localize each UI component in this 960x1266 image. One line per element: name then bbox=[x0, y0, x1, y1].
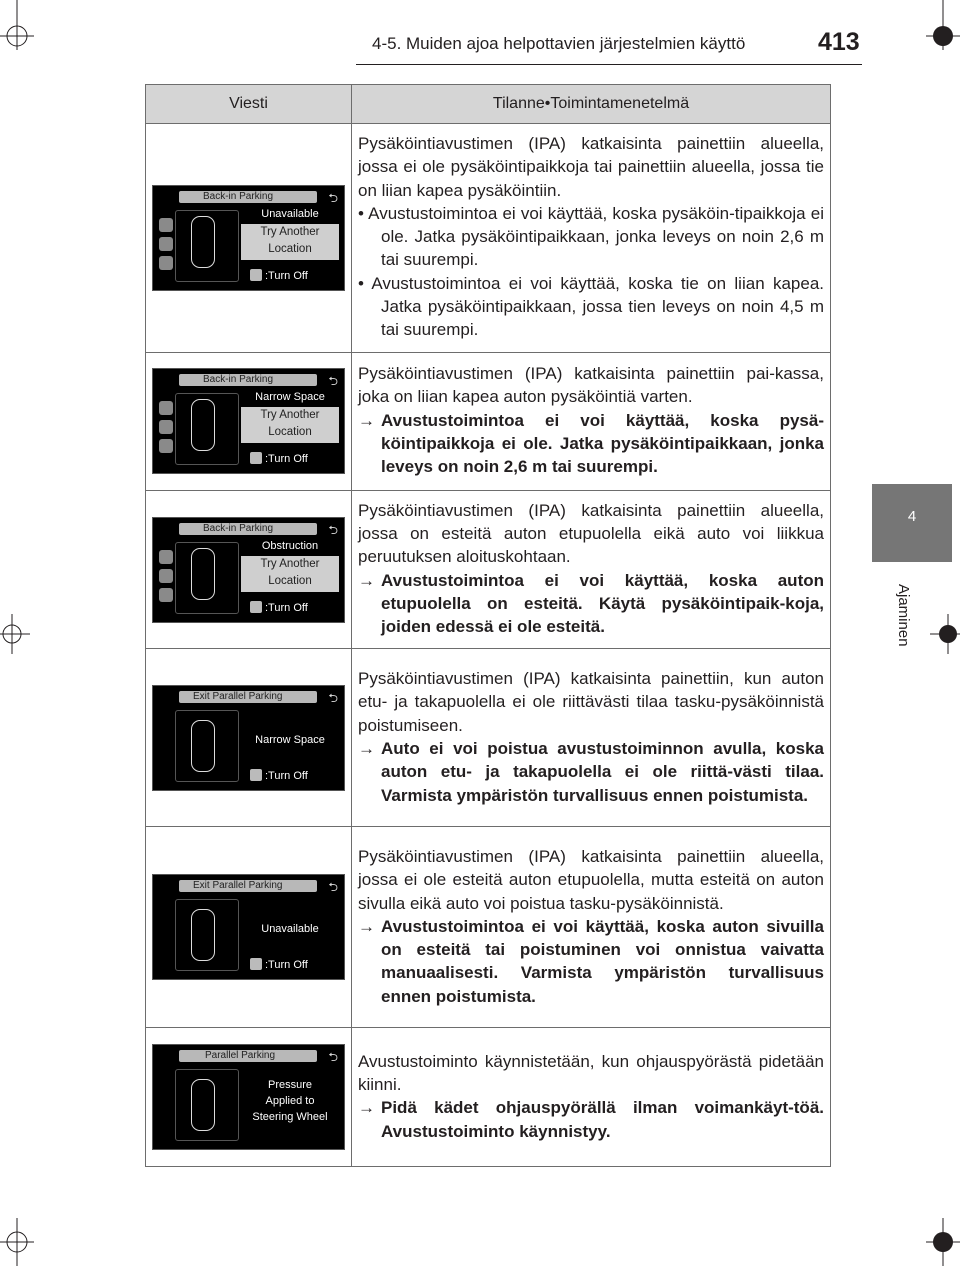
button-label-line: Location bbox=[268, 242, 312, 255]
page-number: 413 bbox=[818, 28, 860, 56]
parking-slot-icon bbox=[159, 237, 173, 251]
message-cell bbox=[146, 1028, 352, 1167]
message-cell bbox=[146, 124, 352, 353]
crop-mark-top-left bbox=[0, 0, 40, 70]
header-divider bbox=[356, 64, 862, 65]
parking-slot-icon bbox=[159, 569, 173, 583]
bullet-item: • Avustustoimintoa ei voi käyttää, koska pysäköin-tipaikkoja ei ole. Jatka pysäköintipaikkaan, jonka leveys on noin 2,6 m tai suurempi. bbox=[358, 203, 824, 270]
action-text: Avustustoimintoa ei voi käyttää, koska auton etupuolella on esteitä. Käytä pysäköintipaik-koja, joiden edessä ei ole esteitä. bbox=[381, 570, 824, 637]
situation-cell bbox=[352, 124, 831, 353]
return-icon: ⮌ bbox=[328, 374, 338, 389]
button-label-line: Try Another bbox=[260, 225, 320, 238]
table-row bbox=[146, 1028, 831, 1167]
bullet-item: • Avustustoimintoa ei voi käyttää, koska tie on liian kapea. Jatka pysäköintipaikkaan, jossa tien leveys on noin 4,5 m tai suurempi. bbox=[358, 273, 824, 340]
crop-mark-mid-right bbox=[930, 614, 960, 664]
situation-description: Pysäköintiavustimen (IPA) katkaisinta painettiin alueella, jossa on esteitä auton etupuolella eikä auto voi liikkua peruutuksen aloituskohtaan. bbox=[358, 500, 824, 567]
arrow-icon: → bbox=[358, 738, 375, 758]
screen-title-bar: Back-in Parking bbox=[179, 523, 317, 535]
parking-slot-icon bbox=[159, 256, 173, 270]
situation-description: Pysäköintiavustimen (IPA) katkaisinta painettiin, kun auton etu- ja takapuolella ei ole riittävästi tilaa tasku-pysäköinnistä poistumiseen. bbox=[358, 669, 824, 735]
return-icon: ⮌ bbox=[328, 880, 338, 895]
parking-slot-icon bbox=[159, 588, 173, 602]
message-cell bbox=[146, 827, 352, 1028]
status-text: Obstruction bbox=[261, 539, 319, 552]
parking-slot-icon bbox=[159, 401, 173, 415]
try-another-location-button bbox=[241, 556, 339, 592]
action-item bbox=[358, 409, 824, 479]
table-row bbox=[146, 352, 831, 490]
screen-title-bar: Exit Parallel Parking bbox=[179, 691, 317, 703]
situation-description: Avustustoiminto käynnistetään, kun ohjauspyörästä pidetään kiinni. bbox=[358, 1051, 824, 1095]
turn-off-label: :Turn Off bbox=[265, 269, 308, 282]
status-text: Narrow Space bbox=[255, 733, 325, 746]
status-text: Unavailable bbox=[261, 207, 319, 220]
table-header-row bbox=[146, 85, 831, 124]
parking-slot-icon bbox=[159, 550, 173, 564]
display-screen bbox=[152, 874, 345, 980]
status-text: Narrow Space bbox=[255, 391, 325, 404]
section-title: 4-5. Muiden ajoa helpottavien järjestelmien käyttö bbox=[372, 34, 746, 53]
button-label-line: Try Another bbox=[260, 557, 320, 570]
screen-title-bar: Exit Parallel Parking bbox=[179, 880, 317, 892]
turn-off-hint bbox=[250, 769, 308, 782]
action-text: Avustustoimintoa ei voi käyttää, koska pysä-köintipaikkoja ei ole. Jatka pysäköintipaikkaan, jonka leveys on noin 2,6 m tai suurempi. bbox=[381, 410, 824, 477]
car-icon bbox=[191, 216, 215, 268]
turn-off-label: :Turn Off bbox=[265, 959, 308, 972]
situation-description: Pysäköintiavustimen (IPA) katkaisinta painettiin pai-kassa, joka on liian kapea auton pysäköintiä varten. bbox=[358, 363, 824, 407]
return-icon: ⮌ bbox=[328, 522, 338, 537]
situation-cell bbox=[352, 1028, 831, 1167]
situation-cell bbox=[352, 649, 831, 827]
status-text: Applied to bbox=[265, 1095, 315, 1108]
table-row bbox=[146, 649, 831, 827]
turn-off-hint bbox=[250, 601, 308, 614]
arrow-icon: → bbox=[358, 1098, 375, 1118]
display-screen bbox=[152, 685, 345, 791]
parking-slot-icon bbox=[159, 420, 173, 434]
screen-title-bar: Back-in Parking bbox=[179, 191, 317, 203]
table-row bbox=[146, 827, 831, 1028]
status-text: Pressure bbox=[267, 1079, 313, 1092]
message-cell bbox=[146, 490, 352, 649]
ipa-switch-icon bbox=[250, 452, 262, 464]
column-header-message: Viesti bbox=[146, 85, 352, 124]
table-row bbox=[146, 490, 831, 649]
screen-title-bar: Parallel Parking bbox=[179, 1050, 317, 1062]
car-icon bbox=[191, 1079, 215, 1131]
car-icon bbox=[191, 720, 215, 772]
crop-mark-top-right bbox=[926, 0, 960, 70]
action-item bbox=[358, 737, 824, 807]
ipa-switch-icon bbox=[250, 769, 262, 781]
turn-off-label: :Turn Off bbox=[265, 453, 308, 466]
crop-mark-bottom-left bbox=[0, 1206, 40, 1266]
message-cell bbox=[146, 649, 352, 827]
situation-cell bbox=[352, 490, 831, 649]
situation-description: Pysäköintiavustimen (IPA) katkaisinta painettiin alueella, jossa ei ole pysäköintipaikkoja tai painettiin alueella, jossa tie on liian kapea pysäköintiin. bbox=[358, 134, 824, 200]
try-another-location-button bbox=[241, 407, 339, 443]
parking-slot-icon bbox=[159, 218, 173, 232]
crop-mark-mid-left bbox=[0, 614, 30, 664]
status-text: Steering Wheel bbox=[252, 1111, 328, 1124]
situation-cell bbox=[352, 352, 831, 490]
display-screen bbox=[152, 1044, 345, 1150]
display-screen bbox=[152, 185, 345, 291]
message-cell bbox=[146, 352, 352, 490]
crop-mark-bottom-right bbox=[926, 1206, 960, 1266]
status-text: Unavailable bbox=[261, 923, 319, 936]
turn-off-hint bbox=[250, 452, 308, 465]
try-another-location-button bbox=[241, 224, 339, 260]
action-text: Pidä kädet ohjauspyörällä ilman voimankäyt-töä. Avustustoiminto käynnistyy. bbox=[381, 1098, 824, 1141]
car-icon bbox=[191, 909, 215, 961]
button-label-line: Location bbox=[268, 574, 312, 587]
turn-off-label: :Turn Off bbox=[265, 601, 308, 614]
parking-slot-icon bbox=[159, 439, 173, 453]
action-item bbox=[358, 915, 824, 1008]
arrow-icon: → bbox=[358, 916, 375, 936]
screen-title-bar: Back-in Parking bbox=[179, 374, 317, 386]
return-icon: ⮌ bbox=[328, 190, 338, 205]
display-screen bbox=[152, 517, 345, 623]
situation-description: Pysäköintiavustimen (IPA) katkaisinta painettiin alueella, jossa ei ole esteitä auton etupuolella, mutta esteitä on auton sivulla eikä auto voi poistua tasku-pysäköinnistä. bbox=[358, 846, 824, 913]
turn-off-label: :Turn Off bbox=[265, 769, 308, 782]
return-icon: ⮌ bbox=[328, 690, 338, 705]
action-text: Avustustoimintoa ei voi käyttää, koska auton sivuilla on esteitä tai poistuminen voi onnistua vaivatta manuaalisesti. Varmista ympäristön turvallisuus ennen poistumista. bbox=[381, 916, 824, 1006]
ipa-switch-icon bbox=[250, 269, 262, 281]
return-icon: ⮌ bbox=[328, 1050, 338, 1065]
chapter-label: Ajaminen bbox=[895, 584, 912, 647]
turn-off-hint bbox=[250, 958, 308, 971]
ipa-switch-icon bbox=[250, 958, 262, 970]
column-header-situation: Tilanne•Toimintamenetelmä bbox=[352, 85, 831, 124]
car-icon bbox=[191, 399, 215, 451]
turn-off-hint bbox=[250, 269, 308, 282]
arrow-icon: → bbox=[358, 410, 375, 430]
situation-cell bbox=[352, 827, 831, 1028]
ipa-switch-icon bbox=[250, 601, 262, 613]
action-item bbox=[358, 1096, 824, 1143]
action-item bbox=[358, 569, 824, 639]
message-table bbox=[145, 84, 831, 1167]
table-row bbox=[146, 124, 831, 353]
action-text: Auto ei voi poistua avustustoiminnon avulla, koska auton etu- ja takapuolella ei ole riittä-västi tilaa. Varmista ympäristön turvallisuus ennen poistumista. bbox=[381, 738, 824, 805]
button-label-line: Location bbox=[268, 426, 312, 439]
car-icon bbox=[191, 548, 215, 600]
chapter-number: 4 bbox=[907, 508, 917, 525]
display-screen bbox=[152, 368, 345, 474]
button-label-line: Try Another bbox=[260, 409, 320, 422]
arrow-icon: → bbox=[358, 570, 375, 590]
